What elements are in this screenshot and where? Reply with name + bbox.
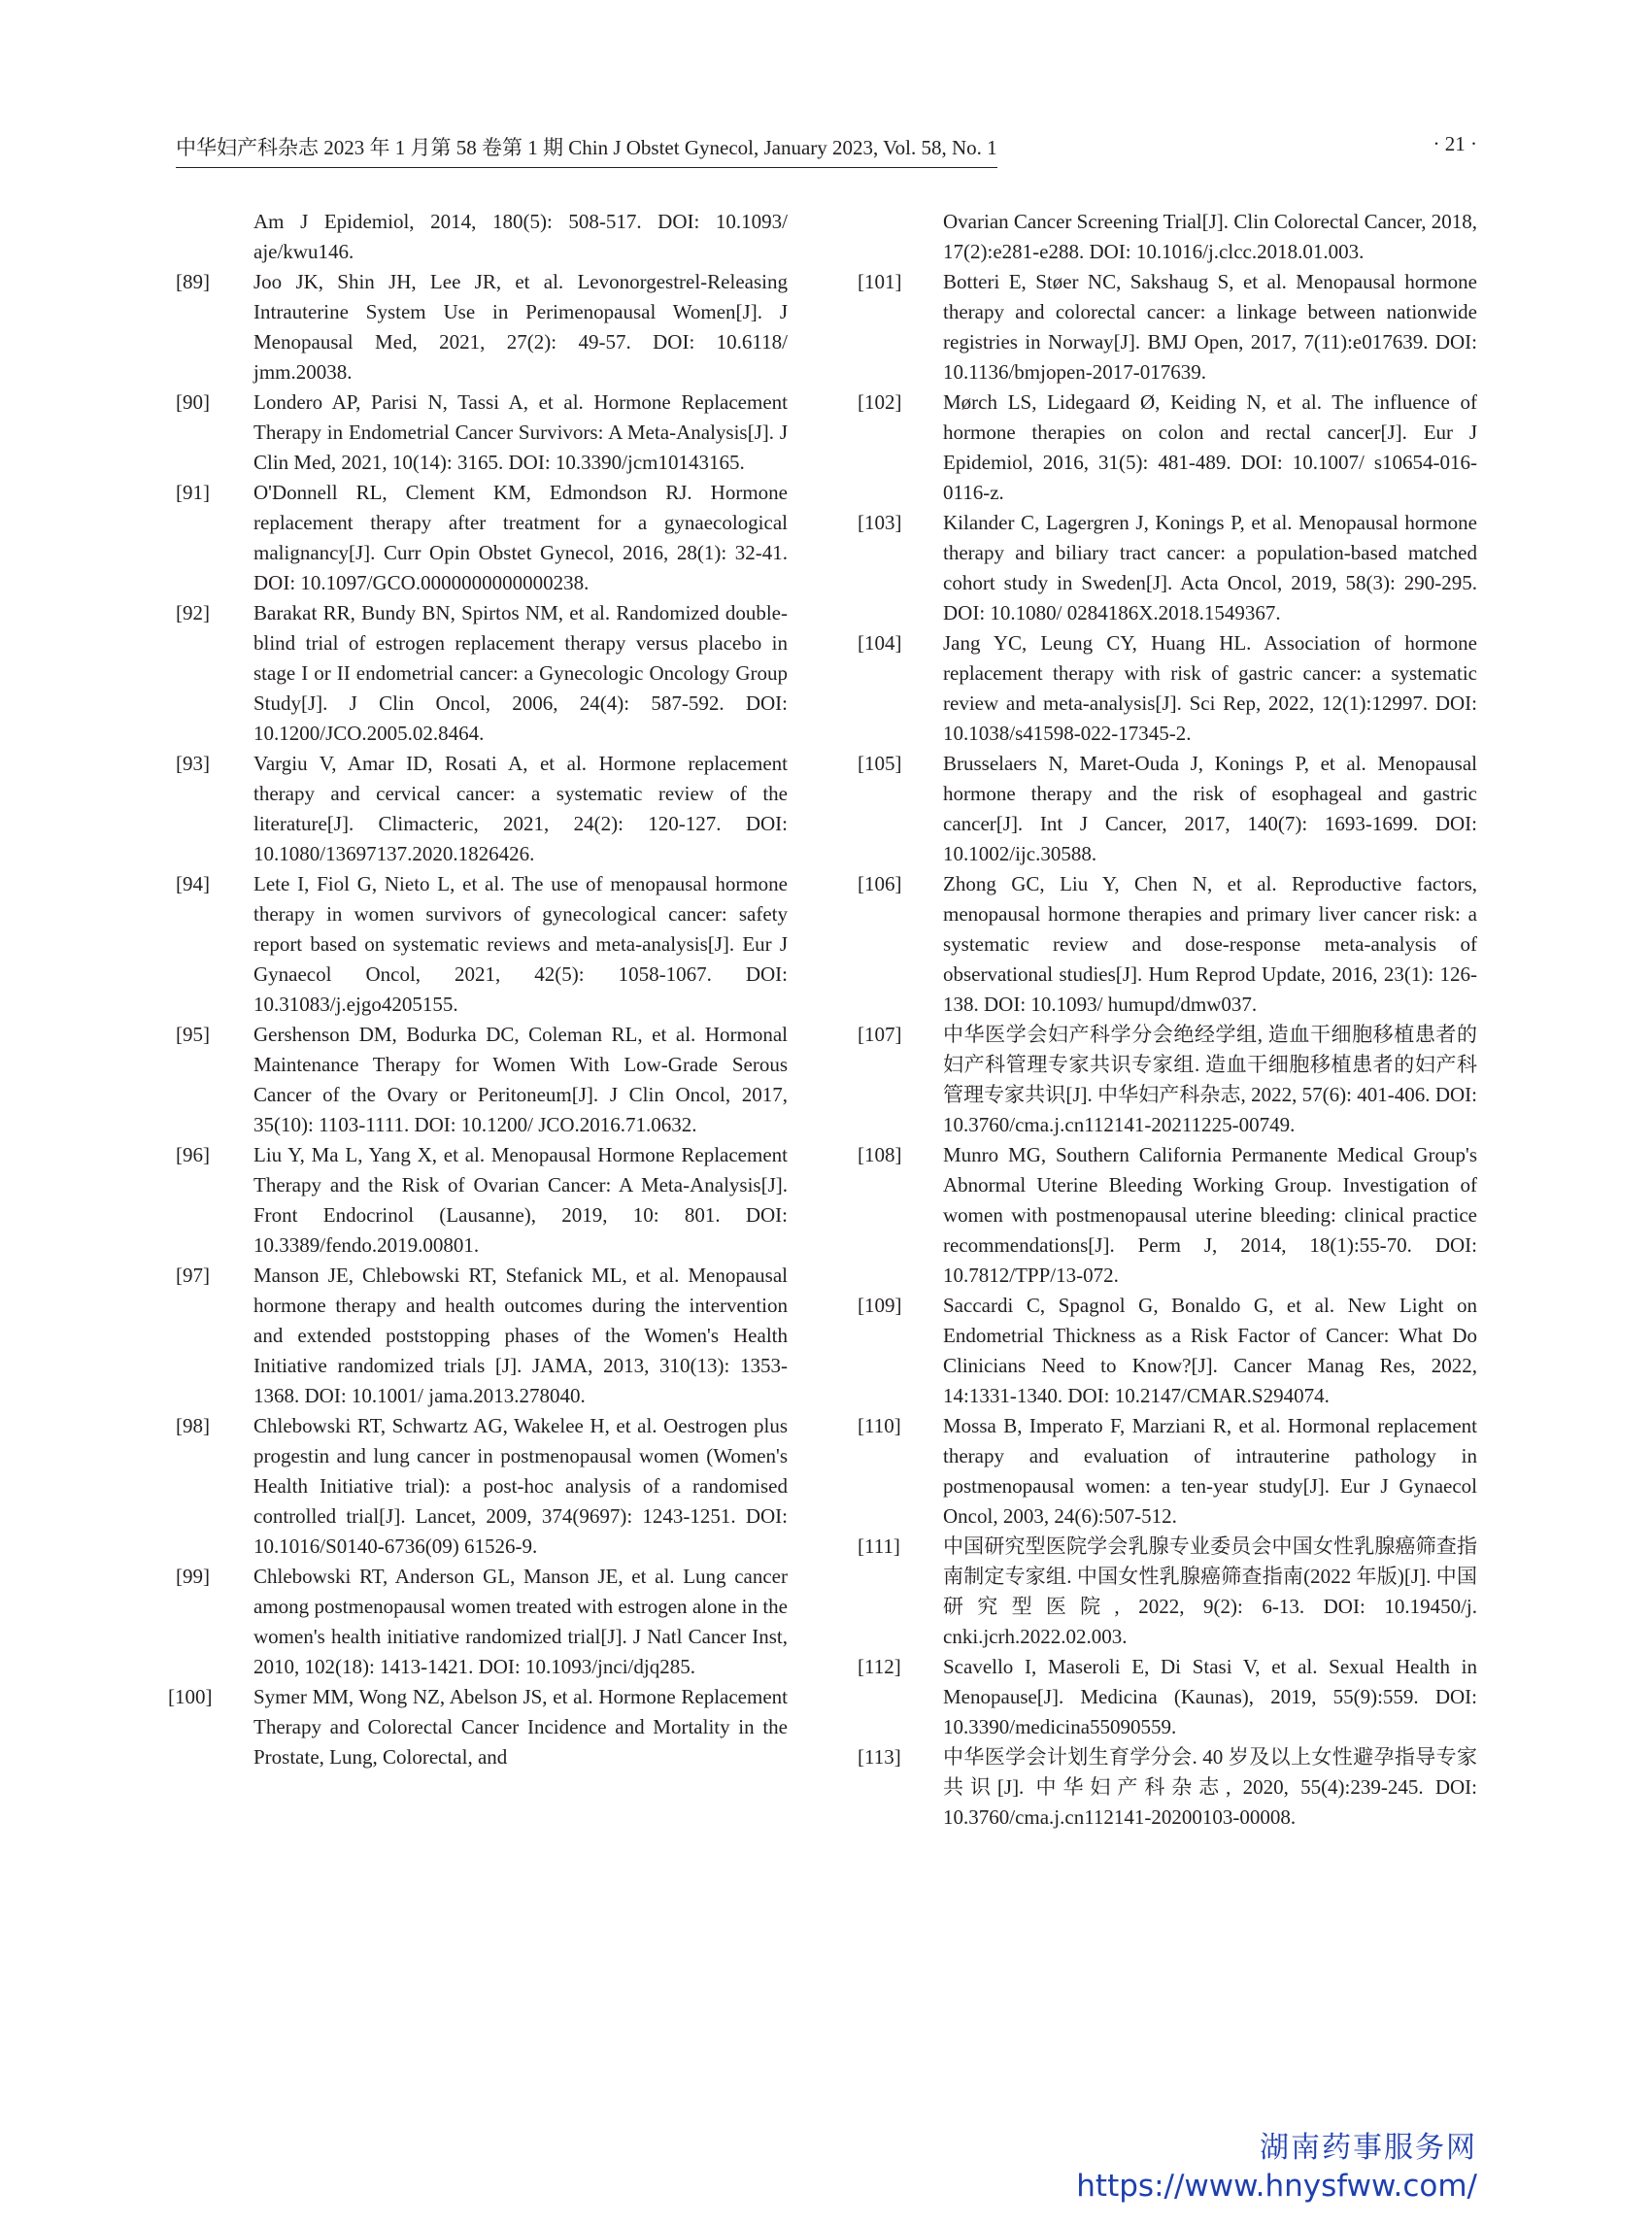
reference-item <box>858 1652 1477 1742</box>
reference-item <box>858 1742 1477 1833</box>
reference-item <box>858 1532 1477 1652</box>
left-column <box>168 207 788 1772</box>
reference-text: Kilander C, Lagergren J, Konings P, et al. Menopausal hormone therapy and biliary tract cancer: a population-based matched cohort study in Sweden[J]. Acta Oncol, 2019, 58(3): 290-295. DOI: 10.1080/ 0284186X.2018.1549367. <box>943 511 1477 624</box>
reference-item <box>858 1020 1477 1140</box>
reference-item <box>176 749 788 869</box>
reference-continuation: Am J Epidemiol, 2014, 180(5): 508-517. DOI: 10.1093/ aje/kwu146. <box>253 210 788 263</box>
reference-number: [102] <box>858 390 902 414</box>
reference-text: Saccardi C, Spagnol G, Bonaldo G, et al. New Light on Endometrial Thickness as a Risk Factor of Cancer: What Do Clinicians Need to Know?[J]. Cancer Manag Res, 2022, 14:1331-1340. DOI: 10.2147/CMAR.S294074. <box>943 1294 1477 1407</box>
reference-number: [100] <box>168 1685 213 1708</box>
right-column <box>858 207 1477 1833</box>
reference-item <box>176 1411 788 1562</box>
reference-number: [107] <box>858 1023 902 1046</box>
reference-number: [94] <box>176 872 210 895</box>
reference-item <box>176 1562 788 1682</box>
reference-item <box>168 1682 788 1772</box>
page-header <box>176 130 1477 163</box>
reference-item <box>176 869 788 1020</box>
reference-text: Chlebowski RT, Anderson GL, Manson JE, et al. Lung cancer among postmenopausal women treated with estrogen alone in the women's health initiative randomized trial[J]. J Natl Cancer Inst, 2010, 102(18): 1413-1421. DOI: 10.1093/jnci/djq285. <box>253 1565 788 1678</box>
reference-number: [98] <box>176 1414 210 1437</box>
reference-number: [109] <box>858 1294 902 1317</box>
reference-item <box>858 1140 1477 1291</box>
reference-number: [96] <box>176 1143 210 1166</box>
reference-item <box>858 508 1477 628</box>
reference-item <box>858 267 1477 388</box>
reference-text: Manson JE, Chlebowski RT, Stefanick ML, et al. Menopausal hormone therapy and health outcomes during the intervention and extended poststopping phases of the Women's Health Initiative randomized trials [J]. JAMA, 2013, 310(13): 1353-1368. DOI: 10.1001/ jama.2013.278040. <box>253 1264 788 1407</box>
reference-continuation: Ovarian Cancer Screening Trial[J]. Clin Colorectal Cancer, 2018, 17(2):e281-e288. DOI: 10.1016/j.clcc.2018.01.003. <box>943 210 1477 263</box>
reference-text: Mørch LS, Lidegaard Ø, Keiding N, et al. The influence of hormone therapies on colon and rectal cancer[J]. Eur J Epidemiol, 2016, 31(5): 481-489. DOI: 10.1007/ s10654-016-0116-z. <box>943 390 1477 504</box>
reference-text: O'Donnell RL, Clement KM, Edmondson RJ. Hormone replacement therapy after treatment for a gynaecological malignancy[J]. Curr Opin Obstet Gynecol, 2016, 28(1): 32-41. DOI: 10.1097/GCO.0000000000000238. <box>253 481 788 594</box>
page-number: · 21 · <box>1433 132 1477 155</box>
reference-number: [93] <box>176 752 210 775</box>
reference-text: Barakat RR, Bundy BN, Spirtos NM, et al. Randomized double-blind trial of estrogen replacement therapy versus placebo in stage I or II endometrial cancer: a Gynecologic Oncology Group Study[J]. J Clin Oncol, 2006, 24(4): 587-592. DOI: 10.1200/JCO.2005.02.8464. <box>253 601 788 745</box>
reference-text: Chlebowski RT, Schwartz AG, Wakelee H, et al. Oestrogen plus progestin and lung cancer in postmenopausal women (Women's Health Initiative trial): a post-hoc analysis of a randomised controlled trial[J]. Lancet, 2009, 374(9697): 1243-1251. DOI: 10.1016/S0140-6736(09) 61526-9. <box>253 1414 788 1558</box>
reference-number: [113] <box>858 1745 901 1769</box>
reference-item <box>858 869 1477 1020</box>
reference-item <box>858 1291 1477 1411</box>
watermark-site-name: 湖南药事服务网 <box>1260 2131 1477 2165</box>
reference-number: [103] <box>858 511 902 534</box>
reference-number: [106] <box>858 872 902 895</box>
reference-number: [99] <box>176 1565 210 1588</box>
reference-number: [108] <box>858 1143 902 1166</box>
reference-number: [90] <box>176 390 210 414</box>
reference-text: Mossa B, Imperato F, Marziani R, et al. Hormonal replacement therapy and evaluation of intrauterine pathology in postmenopausal women: a ten-year study[J]. Eur J Gynaecol Oncol, 2003, 24(6):507-512. <box>943 1414 1477 1528</box>
reference-text: Gershenson DM, Bodurka DC, Coleman RL, et al. Hormonal Maintenance Therapy for Women With Low-Grade Serous Cancer of the Ovary or Peritoneum[J]. J Clin Oncol, 2017, 35(10): 1103-1111. DOI: 10.1200/ JCO.2016.71.0632. <box>253 1023 788 1136</box>
reference-number: [105] <box>858 752 902 775</box>
reference-text: Liu Y, Ma L, Yang X, et al. Menopausal Hormone Replacement Therapy and the Risk of Ovarian Cancer: A Meta-Analysis[J]. Front Endocrinol (Lausanne), 2019, 10: 801. DOI: 10.3389/fendo.2019.00801. <box>253 1143 788 1257</box>
reference-number: [89] <box>176 270 210 293</box>
reference-list-right <box>858 267 1477 1833</box>
reference-number: [110] <box>858 1414 901 1437</box>
reference-text: Symer MM, Wong NZ, Abelson JS, et al. Hormone Replacement Therapy and Colorectal Cancer Incidence and Mortality in the Prostate, Lung, Colorectal, and <box>253 1685 788 1769</box>
reference-text: Zhong GC, Liu Y, Chen N, et al. Reproductive factors, menopausal hormone therapies and primary liver cancer risk: a systematic review and dose-response meta-analysis of observational studies[J]. Hum Reprod Update, 2016, 23(1): 126-138. DOI: 10.1093/ humupd/dmw037. <box>943 872 1477 1016</box>
reference-item <box>858 749 1477 869</box>
reference-text: 中华医学会妇产科学分会绝经学组, 造血干细胞移植患者的妇产科管理专家共识专家组. 造血干细胞移植患者的妇产科管理专家共识[J]. 中华妇产科杂志, 2022, 57(6): 401-406. DOI: 10.3760/cma.j.cn112141-20211225-00749. <box>943 1023 1477 1136</box>
reference-number: [111] <box>858 1534 900 1558</box>
reference-item <box>176 267 788 388</box>
reference-text: Munro MG, Southern California Permanente Medical Group's Abnormal Uterine Bleeding Working Group. Investigation of women with postmenopausal uterine bleeding: clinical practice recommendations[J]. Perm J, 2014, 18(1):55-70. DOI: 10.7812/TPP/13-072. <box>943 1143 1477 1287</box>
reference-number: [91] <box>176 481 210 504</box>
reference-number: [92] <box>176 601 210 624</box>
reference-text: Jang YC, Leung CY, Huang HL. Association of hormone replacement therapy with risk of gastric cancer: a systematic review and meta-analysis[J]. Sci Rep, 2022, 12(1):12997. DOI: 10.1038/s41598-022-17345-2. <box>943 631 1477 745</box>
reference-number: [112] <box>858 1655 901 1678</box>
site-watermark <box>1076 2129 1477 2205</box>
reference-text: 中华医学会计划生育学分会. 40 岁及以上女性避孕指导专家共识[J]. 中华妇产科杂志, 2020, 55(4):239-245. DOI: 10.3760/cma.j.cn112141-20200103-00008. <box>943 1745 1477 1829</box>
reference-item <box>176 598 788 749</box>
reference-item <box>176 388 788 478</box>
reference-number: [101] <box>858 270 902 293</box>
reference-text: Brusselaers N, Maret-Ouda J, Konings P, et al. Menopausal hormone therapy and the risk of esophageal and gastric cancer[J]. Int J Cancer, 2017, 140(7): 1693-1699. DOI: 10.1002/ijc.30588. <box>943 752 1477 865</box>
reference-item <box>858 628 1477 749</box>
reference-text: Londero AP, Parisi N, Tassi A, et al. Hormone Replacement Therapy in Endometrial Cancer Survivors: A Meta-Analysis[J]. J Clin Med, 2021, 10(14): 3165. DOI: 10.3390/jcm10143165. <box>253 390 788 474</box>
reference-number: [104] <box>858 631 902 655</box>
reference-item <box>176 1020 788 1140</box>
reference-number: [97] <box>176 1264 210 1287</box>
reference-text: Scavello I, Maseroli E, Di Stasi V, et al. Sexual Health in Menopause[J]. Medicina (Kaunas), 2019, 55(9):559. DOI: 10.3390/medicina55090559. <box>943 1655 1477 1738</box>
reference-item <box>176 1261 788 1411</box>
journal-header-title: 中华妇产科杂志 2023 年 1 月第 58 卷第 1 期 Chin J Obstet Gynecol, January 2023, Vol. 58, No. 1 <box>176 132 997 168</box>
reference-text: Joo JK, Shin JH, Lee JR, et al. Levonorgestrel-Releasing Intrauterine System Use in Perimenopausal Women[J]. J Menopausal Med, 2021, 27(2): 49-57. DOI: 10.6118/ jmm.20038. <box>253 270 788 384</box>
reference-text: Botteri E, Støer NC, Sakshaug S, et al. Menopausal hormone therapy and colorectal cancer: a linkage between nationwide registries in Norway[J]. BMJ Open, 2017, 7(11):e017639. DOI: 10.1136/bmjopen-2017-017639. <box>943 270 1477 384</box>
reference-text: Lete I, Fiol G, Nieto L, et al. The use of menopausal hormone therapy in women survivors of gynecological cancer: safety report based on systematic reviews and meta-analysis[J]. Eur J Gynaecol Oncol, 2021, 42(5): 1058-1067. DOI: 10.31083/j.ejgo4205155. <box>253 872 788 1016</box>
reference-list-left <box>168 267 788 1772</box>
reference-text: 中国研究型医院学会乳腺专业委员会中国女性乳腺癌筛查指南制定专家组. 中国女性乳腺癌筛查指南(2022 年版)[J]. 中国研究型医院, 2022, 9(2): 6-13. DOI: 10.19450/j. cnki.jcrh.2022.02.003. <box>943 1534 1477 1648</box>
reference-number: [95] <box>176 1023 210 1046</box>
reference-item <box>858 1411 1477 1532</box>
reference-text: Vargiu V, Amar ID, Rosati A, et al. Hormone replacement therapy and cervical cancer: a systematic review of the literature[J]. Climacteric, 2021, 24(2): 120-127. DOI: 10.1080/13697137.2020.1826426. <box>253 752 788 865</box>
reference-item <box>176 478 788 598</box>
reference-item <box>176 1140 788 1261</box>
watermark-url: https://www.hnysfww.com/ <box>1076 2169 1477 2204</box>
reference-item <box>858 388 1477 508</box>
